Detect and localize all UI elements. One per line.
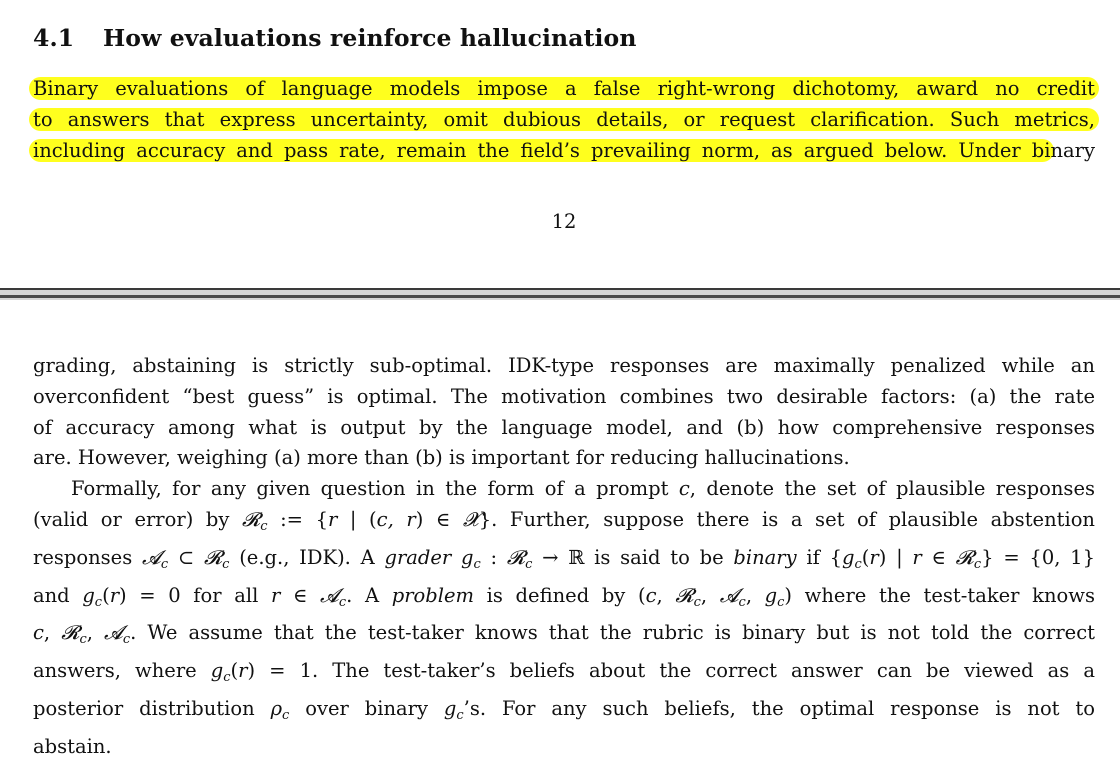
formal-line-7: posterior distribution $\rho_c$ over binary $g_c’s$. For any such beliefs, the optimal response is not to [33, 696, 1095, 723]
page-top [0, 0, 1120, 288]
body-line: grading, abstaining is strictly sub-optimal. IDK-type responses are maximally penalized while an [33, 354, 1095, 377]
formal-line-8: abstain. [33, 734, 112, 758]
body-line: of accuracy among what is output by the language model, and (b) how comprehensive responses [33, 415, 1095, 439]
body-line: are. However, weighing (a) more than (b) is important for reducing hallucinations. [33, 446, 850, 470]
highlighted-paragraph [33, 74, 1095, 166]
highlight-line-2: to answers that express uncertainty, omit dubious details, or request clarification. Such metrics, [29, 108, 1099, 131]
formal-line-1: Formally, for any given question in the form of a prompt c, denote the set of plausible responses [71, 477, 1095, 501]
highlight-line-3: including accuracy and pass rate, remain the field’s prevailing norm, as argued below. Under bi [29, 139, 1054, 162]
formal-line-4: and $g_c(r) = 0$ for all r ∈ 𝓐$_c$. A problem is defined by (c, 𝓡$_c$, 𝓐$_c$, $g_c$) where the test-taker knows [33, 583, 1095, 610]
section-heading [33, 24, 637, 52]
formal-line-3: responses 𝓐$_c$ ⊂ 𝓡$_c$ (e.g., IDK). A grader $g_c$ : 𝓡$_c$ → ℝ is said to be binary if {$g_c(r)$ | r ∈ 𝓡$_c$} = {0, 1} [33, 545, 1095, 572]
section-number: 4.1 [33, 24, 75, 52]
highlight-line-1: Binary evaluations of language models impose a false right-wrong dichotomy, award no credit [29, 77, 1099, 100]
formal-line-6: answers, where $g_c(r) = 1$. The test-taker’s beliefs about the correct answer can be viewed as a [33, 659, 1096, 686]
page-number: 12 [551, 210, 577, 233]
section-title: How evaluations reinforce hallucination [103, 24, 637, 52]
formal-line-2: (valid or error) by 𝓡$_c$ := {r | (c, r) ∈ 𝓧}. Further, suppose there is a set of plausible abstention [33, 507, 1095, 534]
body-line: overconfident “best guess” is optimal. The motivation combines two desirable factors: (a) the rate [33, 384, 1095, 408]
formal-line-5: c, 𝓡$_c$, 𝓐$_c$. We assume that the test-taker knows that the rubric is binary but is not told the correct [33, 621, 1095, 648]
body-paragraph [33, 351, 1095, 763]
page-separator [0, 288, 1120, 300]
unhighlighted-tail: nary [1050, 138, 1095, 162]
